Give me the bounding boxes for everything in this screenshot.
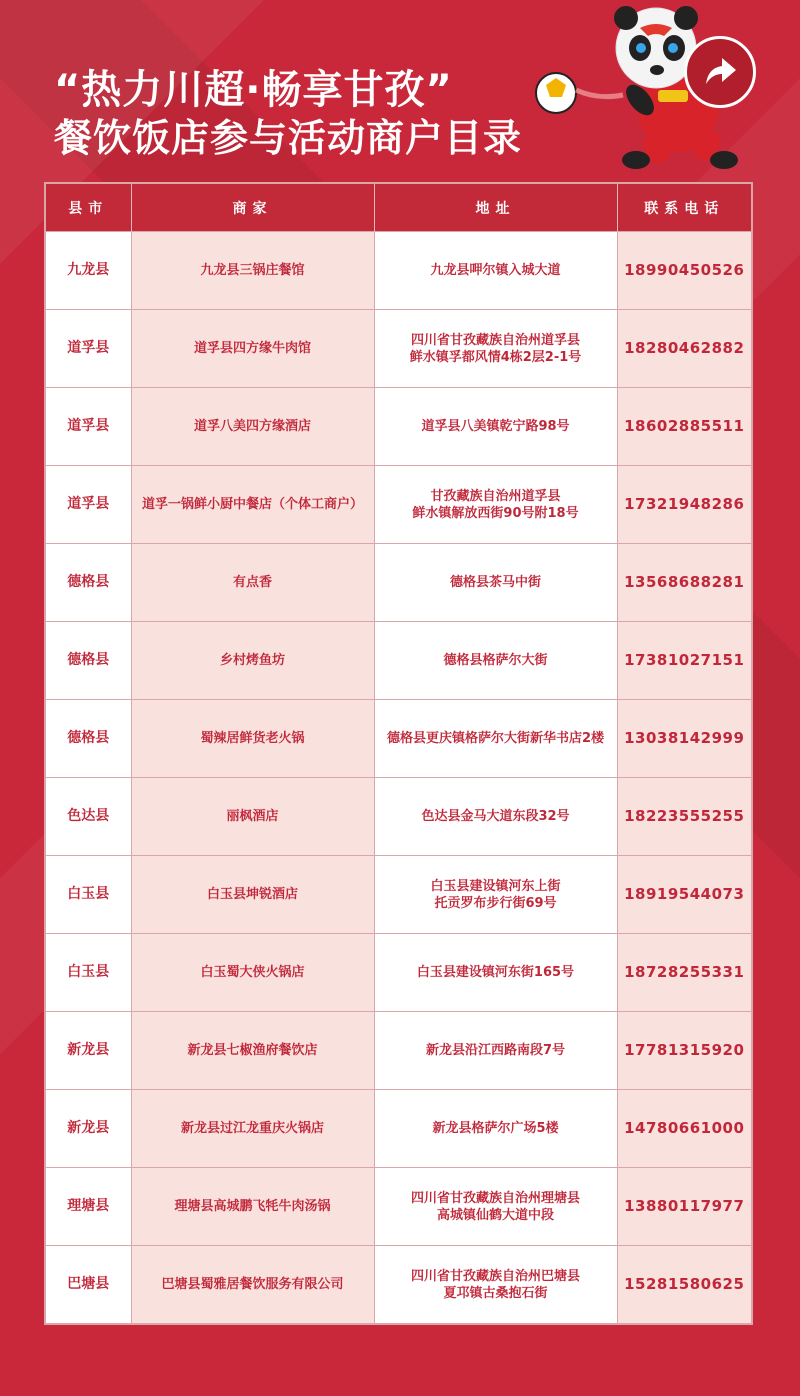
table-row <box>45 1246 752 1325</box>
table-row <box>45 778 752 856</box>
county-cell: 理塘县 <box>45 1168 131 1246</box>
address-cell: 德格县茶马中街 <box>374 544 617 622</box>
title-line-2: 餐饮饭店参与活动商户目录 <box>54 116 523 160</box>
table-row <box>45 934 752 1012</box>
county-cell: 德格县 <box>45 544 131 622</box>
county-cell: 道孚县 <box>45 466 131 544</box>
merchant-cell: 新龙县七椒渔府餐饮店 <box>131 1012 374 1090</box>
phone-cell[interactable]: 13880117977 <box>617 1168 752 1246</box>
phone-cell[interactable]: 18223555255 <box>617 778 752 856</box>
address-cell: 九龙县呷尔镇入城大道 <box>374 232 617 310</box>
table-row <box>45 544 752 622</box>
county-cell: 色达县 <box>45 778 131 856</box>
table-row <box>45 232 752 310</box>
merchant-cell: 道孚八美四方缘酒店 <box>131 388 374 466</box>
table-row <box>45 700 752 778</box>
table-row <box>45 1012 752 1090</box>
table-row <box>45 310 752 388</box>
address-cell: 白玉县建设镇河东上街 托贡罗布步行街69号 <box>374 856 617 934</box>
address-cell: 新龙县沿江西路南段7号 <box>374 1012 617 1090</box>
phone-cell[interactable]: 15281580625 <box>617 1246 752 1325</box>
merchant-cell: 白玉县坤锐酒店 <box>131 856 374 934</box>
table-row <box>45 1090 752 1168</box>
phone-cell[interactable]: 18602885511 <box>617 388 752 466</box>
table-row <box>45 466 752 544</box>
column-header-phone: 联系电话 <box>617 183 752 232</box>
title-line-1: “热力川超·畅享甘孜” <box>54 67 453 113</box>
merchant-cell: 丽枫酒店 <box>131 778 374 856</box>
column-header-county: 县市 <box>45 183 131 232</box>
phone-cell[interactable]: 17321948286 <box>617 466 752 544</box>
address-cell: 甘孜藏族自治州道孚县 鲜水镇解放西街90号附18号 <box>374 466 617 544</box>
county-cell: 新龙县 <box>45 1090 131 1168</box>
merchant-cell: 巴塘县蜀雅居餐饮服务有限公司 <box>131 1246 374 1325</box>
phone-cell[interactable]: 18728255331 <box>617 934 752 1012</box>
table-row <box>45 1168 752 1246</box>
merchant-cell: 蜀辣居鲜货老火锅 <box>131 700 374 778</box>
phone-cell[interactable]: 17781315920 <box>617 1012 752 1090</box>
county-cell: 九龙县 <box>45 232 131 310</box>
county-cell: 道孚县 <box>45 388 131 466</box>
table-header-row <box>45 183 752 232</box>
county-cell: 巴塘县 <box>45 1246 131 1325</box>
address-cell: 白玉县建设镇河东街165号 <box>374 934 617 1012</box>
phone-cell[interactable]: 14780661000 <box>617 1090 752 1168</box>
county-cell: 道孚县 <box>45 310 131 388</box>
merchant-cell: 新龙县过江龙重庆火锅店 <box>131 1090 374 1168</box>
phone-cell[interactable]: 13038142999 <box>617 700 752 778</box>
phone-cell[interactable]: 13568688281 <box>617 544 752 622</box>
address-cell: 德格县更庆镇格萨尔大街新华书店2楼 <box>374 700 617 778</box>
address-cell: 四川省甘孜藏族自治州道孚县 鲜水镇孚都风情4栋2层2-1号 <box>374 310 617 388</box>
merchant-cell: 白玉蜀大侠火锅店 <box>131 934 374 1012</box>
merchant-table <box>44 182 753 1325</box>
column-header-address: 地址 <box>374 183 617 232</box>
merchant-cell: 道孚县四方缘牛肉馆 <box>131 310 374 388</box>
merchant-cell: 九龙县三锅庄餐馆 <box>131 232 374 310</box>
merchant-cell: 有点香 <box>131 544 374 622</box>
phone-cell[interactable]: 17381027151 <box>617 622 752 700</box>
share-button[interactable] <box>684 36 756 108</box>
table-row <box>45 622 752 700</box>
address-cell: 色达县金马大道东段32号 <box>374 778 617 856</box>
address-cell: 德格县格萨尔大街 <box>374 622 617 700</box>
address-cell: 四川省甘孜藏族自治州理塘县 高城镇仙鹤大道中段 <box>374 1168 617 1246</box>
merchant-cell: 乡村烤鱼坊 <box>131 622 374 700</box>
page-title <box>54 66 522 162</box>
merchant-cell: 道孚一锅鲜小厨中餐店（个体工商户） <box>131 466 374 544</box>
county-cell: 白玉县 <box>45 856 131 934</box>
county-cell: 新龙县 <box>45 1012 131 1090</box>
county-cell: 德格县 <box>45 622 131 700</box>
address-cell: 道孚县八美镇乾宁路98号 <box>374 388 617 466</box>
phone-cell[interactable]: 18990450526 <box>617 232 752 310</box>
county-cell: 白玉县 <box>45 934 131 1012</box>
phone-cell[interactable]: 18919544073 <box>617 856 752 934</box>
table-row <box>45 388 752 466</box>
address-cell: 四川省甘孜藏族自治州巴塘县 夏邛镇古桑抱石街 <box>374 1246 617 1325</box>
column-header-merchant: 商家 <box>131 183 374 232</box>
table-row <box>45 856 752 934</box>
merchant-cell: 理塘县高城鹏飞牦牛肉汤锅 <box>131 1168 374 1246</box>
phone-cell[interactable]: 18280462882 <box>617 310 752 388</box>
county-cell: 德格县 <box>45 700 131 778</box>
share-arrow-icon <box>700 52 740 92</box>
address-cell: 新龙县格萨尔广场5楼 <box>374 1090 617 1168</box>
